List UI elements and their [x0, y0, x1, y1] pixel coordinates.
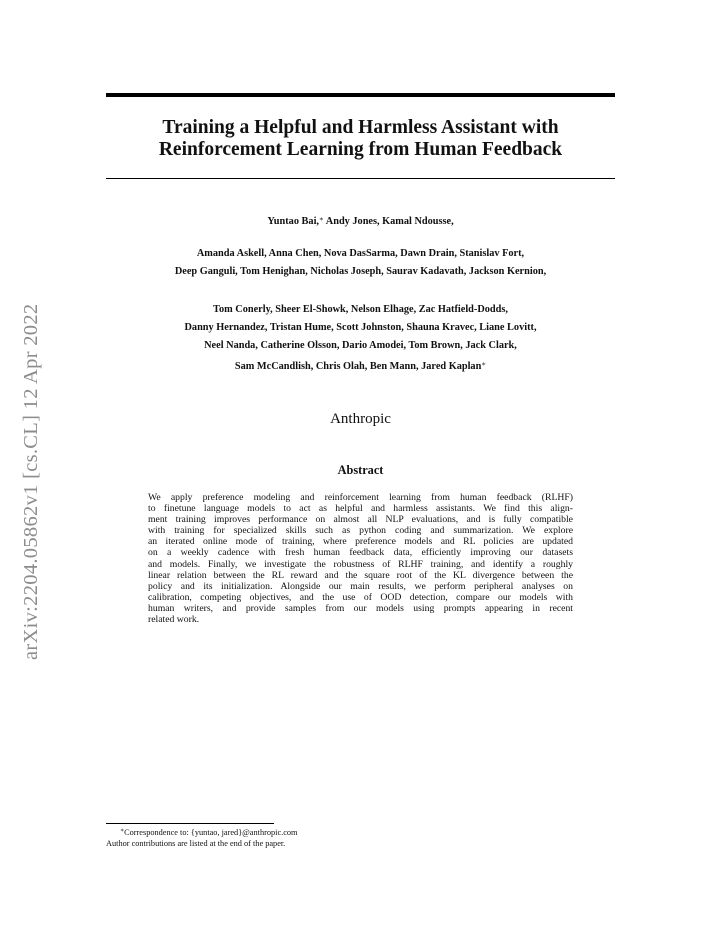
- abstract-line: an iterated online mode of training, where preference models and RL policies are updated: [148, 536, 573, 548]
- abstract-line: calibration, competing objectives, and the use of OOD detection, compare our models with: [148, 591, 573, 603]
- abstract-line: with training for specialized skills such as python coding and summarization. We explore: [148, 525, 573, 537]
- title-line: Reinforcement Learning from Human Feedback: [158, 139, 563, 160]
- abstract-line: policy and its initialization. Alongside our main results, we perform peripheral analyses on: [148, 580, 573, 592]
- abstract-line: to finetune language models to act as helpful and harmless assistants. We find this align-: [148, 503, 573, 515]
- abstract-line: We apply preference modeling and reinforcement learning from human feedback (RLHF): [148, 492, 573, 503]
- corresponding-author-mark: ∗: [481, 360, 487, 368]
- footnote-rule: [106, 823, 274, 824]
- abstract-line: related work.: [148, 614, 200, 626]
- author-line: Sam McCandlish, Chris Olah, Ben Mann, Jared Kaplan∗: [234, 360, 487, 372]
- abstract-line: on a weekly cadence with fresh human feedback data, efficiently improving our datasets: [148, 547, 573, 559]
- author-line: Yuntao Bai,∗ Andy Jones, Kamal Ndousse,: [267, 215, 454, 227]
- paper-title: [106, 117, 615, 161]
- affiliation: Anthropic: [330, 411, 391, 427]
- correspondence-footnote: ∗Correspondence to: {yuntao, jared}@anthropic.com: [120, 828, 298, 837]
- abstract-line: ment training improves performance on almost all NLP evaluations, and is fully compatible: [148, 514, 573, 526]
- arxiv-identifier-stamp: arXiv:2204.05862v1 [cs.CL] 12 Apr 2022: [20, 303, 42, 660]
- author-line: Neel Nanda, Catherine Olsson, Dario Amodei, Tom Brown, Jack Clark,: [204, 340, 517, 351]
- title-top-rule: [106, 93, 615, 97]
- author-line: Tom Conerly, Sheer El-Showk, Nelson Elhage, Zac Hatfield-Dodds,: [213, 304, 508, 315]
- title-line: Training a Helpful and Harmless Assistant with: [162, 117, 559, 138]
- author-line: Deep Ganguli, Tom Henighan, Nicholas Joseph, Saurav Kadavath, Jackson Kernion,: [174, 266, 547, 277]
- title-bottom-rule: [106, 178, 615, 179]
- author-group-2: [106, 245, 615, 281]
- corresponding-author-mark: ∗: [319, 215, 324, 223]
- author-group-1: [106, 210, 615, 231]
- author-group-3: [106, 301, 615, 376]
- abstract-body: [148, 492, 573, 625]
- contributions-footnote: Author contributions are listed at the end of the paper.: [106, 838, 286, 848]
- abstract-line: and models. Finally, we investigate the robustness of RLHF training, and identify a roughly: [148, 558, 573, 570]
- abstract-line: human writers, and provide samples from our models using prompts appearing in recent: [148, 602, 573, 614]
- abstract-line: linear relation between the RL reward and the square root of the KL divergence between the: [148, 569, 573, 581]
- author-line: Amanda Askell, Anna Chen, Nova DasSarma, Dawn Drain, Stanislav Fort,: [196, 248, 525, 259]
- author-line: Danny Hernandez, Tristan Hume, Scott Johnston, Shauna Kravec, Liane Lovitt,: [184, 322, 537, 333]
- abstract-heading: Abstract: [337, 463, 384, 477]
- footnote-mark: ∗: [120, 828, 125, 834]
- footnotes: [106, 826, 298, 849]
